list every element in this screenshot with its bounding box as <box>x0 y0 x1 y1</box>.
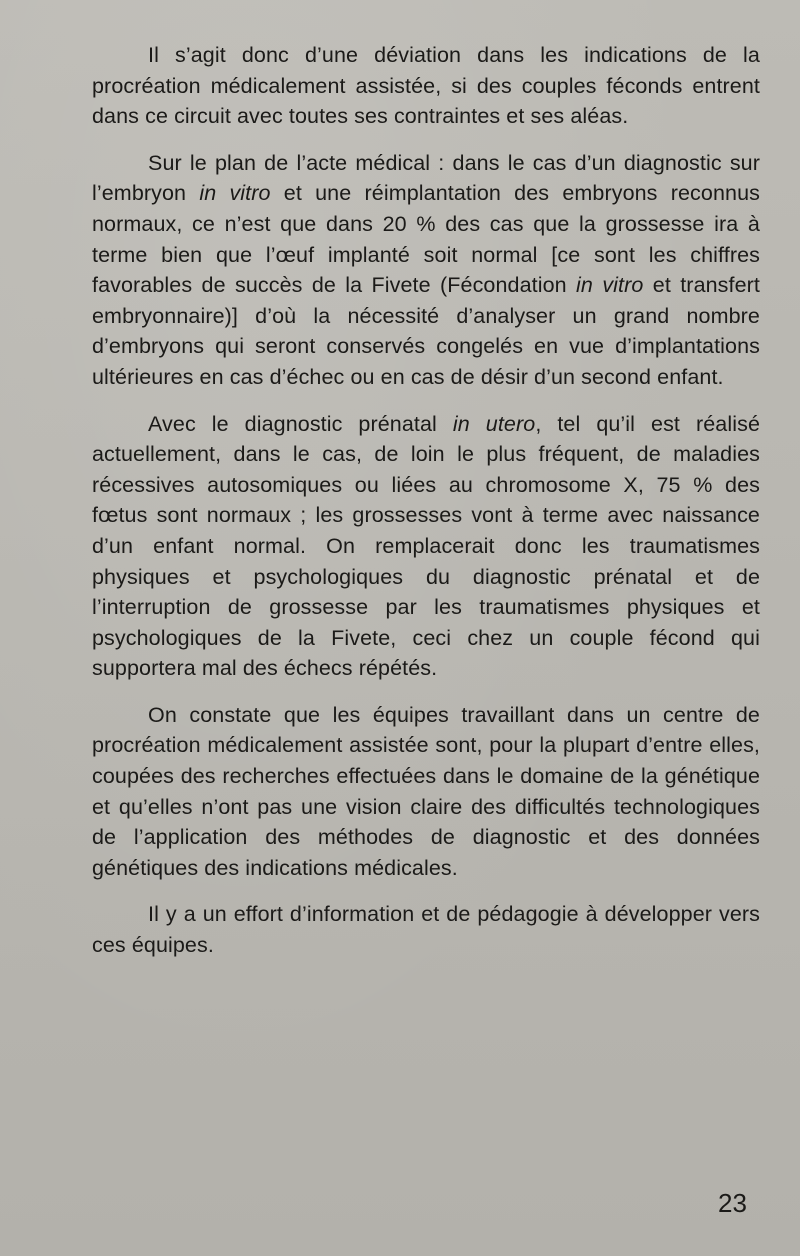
paragraph-4: On constate que les équipes travaillant dans un centre de procréation médicalement assistée sont, pour la plupart d’entre elles, coupées des recherches effectuées dans le domaine de la génétique et qu’elles n’ont pas une vision claire des difficultés technologiques de l’application des méthodes de diagnostic et des données génétiques des indications médicales. <box>92 702 760 880</box>
paragraph-2: Sur le plan de l’acte médical : dans le cas d’un diagnostic sur l’embryon in vitro et une réimplantation des embryons reconnus normaux, ce n’est que dans 20 % des cas que la grossesse ira à terme bien que l’œuf implanté soit normal [ce sont les chiffres favorables de succès de la Fivete (Fécondation in vitro et transfert embryonnaire)] d’où la nécessité d’analyser un grand nombre d’embryons qui seront conservés congelés en vue d’implantations ultérieures en cas d’échec ou en cas de désir d’un second enfant. <box>92 150 760 389</box>
body-text <box>92 40 760 977</box>
page-number: 23 <box>718 1188 747 1218</box>
paragraph-5: Il y a un effort d’information et de pédagogie à développer vers ces équipes. <box>92 902 760 958</box>
paragraph-1: Il s’agit donc d’une déviation dans les indications de la procréation médicalement assistée, si des couples féconds entrent dans ce circuit avec toutes ses contraintes et ses aléas. <box>92 43 760 129</box>
paragraph-3: Avec le diagnostic prénatal in utero, tel qu’il est réalisé actuellement, dans le cas, de loin le plus fréquent, de maladies récessives autosomiques ou liées au chromosome X, 75 % des fœtus sont normaux ; les grossesses vont à terme avec naissance d’un enfant normal. On remplacerait donc les traumatismes physiques et psychologiques du diagnostic prénatal et de l’interruption de grossesse par les traumatismes physiques et psychologiques de la Fivete, ceci chez un couple fécond qui supportera mal des échecs répétés. <box>92 411 760 681</box>
